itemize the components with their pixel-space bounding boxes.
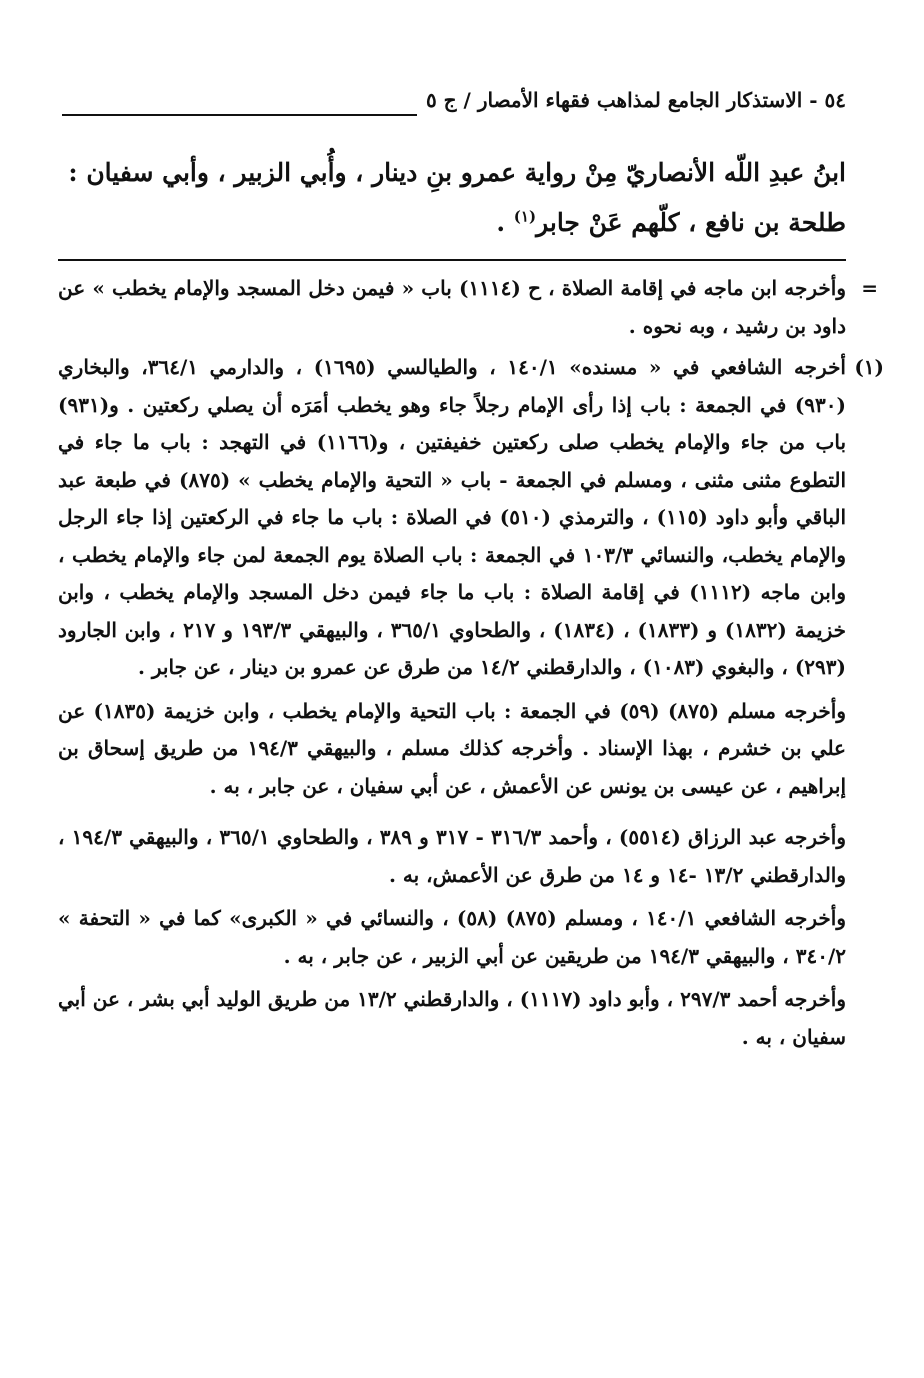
footnote-continuation <box>58 270 878 345</box>
footnote-1-text: أخرجه الشافعي في « مسنده» ١٤٠/١ ، والطيالسي (١٦٩٥) ، والدارمي ٣٦٤/١، والبخاري (٩٣٠) في الجمعة : باب إذا رأى الإمام رجلاً جاء وهو يخطب أمَرَه أن يصلي ركعتين . و(٩٣١) باب من جاء والإمام يخطب صلى ركعتين خفيفتين ، و(١١٦٦) في التهجد : باب ما جاء في التطوع مثنى مثنى ، ومسلم في الجمعة - باب « التحية والإمام يخطب » (٨٧٥) في طبعة عبد الباقي وأبو داود (١١٥) ، والترمذي (٥١٠) في الصلاة : باب ما جاء في الركعتين إذا جاء الرجل والإمام يخطب، والنسائي ١٠٣/٣ في الجمعة : باب الصلاة يوم الجمعة لمن جاء والإمام يخطب ، وابن ماجه (١١١٢) في إقامة الصلاة : باب ما جاء فيمن دخل المسجد والإمام يخطب ، وابن خزيمة (١٨٣٢) و (١٨٣٣) ، (١٨٣٤) ، والطحاوي ٣٦٥/١ ، والبيهقي ١٩٣/٣ و ٢١٧ ، وابن الجارود (٢٩٣) ، والبغوي (١٠٨٣) ، والدارقطني ١٤/٢ من طرق عن عمرو بن دينار ، عن جابر . <box>58 355 847 679</box>
footnote-1-paragraph-5: وأخرجه أحمد ٢٩٧/٣ ، وأبو داود (١١١٧) ، والدارقطني ١٣/٢ من طريق الوليد أبي بشر ، عن أبي سفيان ، به . <box>58 987 847 1049</box>
footnote-continuation-text: وأخرجه ابن ماجه في إقامة الصلاة ، ح (١١١٤) باب « فيمن دخل المسجد والإمام يخطب » عن داود بن رشيد ، وبه نحوه . <box>58 276 846 338</box>
main-text <box>58 148 846 248</box>
main-text-line-2-body: طلحة بن نافع ، كلّهم عَنْ جابر <box>536 208 846 237</box>
footnote-reference: (١) <box>513 207 537 226</box>
continuation-mark: = <box>861 276 878 300</box>
main-text-line-2-end: . <box>496 208 514 237</box>
footnote-1-paragraph-2: وأخرجه مسلم (٨٧٥) (٥٩) في الجمعة : باب التحية والإمام يخطب ، وابن خزيمة (١٨٣٥) عن علي بن خشرم ، بهذا الإسناد . وأخرجه كذلك مسلم ، والبيهقي ١٩٤/٣ من طريق إسحاق بن إبراهيم ، عن عيسى بن يونس عن الأعمش ، عن أبي سفيان ، عن جابر ، به . <box>58 698 846 798</box>
footnote-1-number: (١) <box>854 355 884 379</box>
book-page <box>58 0 884 1378</box>
running-head: ٥٤ - الاستذكار الجامع لمذاهب فقهاء الأمصار / ج ٥ <box>425 88 846 112</box>
footnote-separator-rule <box>58 259 846 261</box>
footnote-1-paragraph-4: وأخرجه الشافعي ١٤٠/١ ، ومسلم (٨٧٥) (٥٨) ، والنسائي في « الكبرى» كما في « التحفة » ٣٤٠/٢ ، والبيهقي ١٩٤/٣ من طريقين عن أبي الزبير ، عن جابر ، به . <box>58 906 846 968</box>
main-text-line-1: ابنُ عبدِ اللّه الأنصاريّ مِنْ رواية عمرو بنِ دينار ، وأُبي الزبير ، وأبي سفيان : <box>68 158 846 187</box>
page-header <box>58 88 846 128</box>
header-rule <box>62 114 417 116</box>
footnote-1-paragraph-3: وأخرجه عبد الرزاق (٥٥١٤) ، وأحمد ٣١٦/٣ - ٣١٧ و ٣٨٩ ، والطحاوي ٣٦٥/١ ، والبيهقي ١٩٤/٣ ، والدارقطني ١٣/٢ -١٤ و ١٤ من طرق عن الأعمش، به . <box>58 825 847 887</box>
footnotes <box>58 270 884 1056</box>
main-text-line-2 <box>58 198 846 248</box>
footnote-1 <box>58 349 884 687</box>
